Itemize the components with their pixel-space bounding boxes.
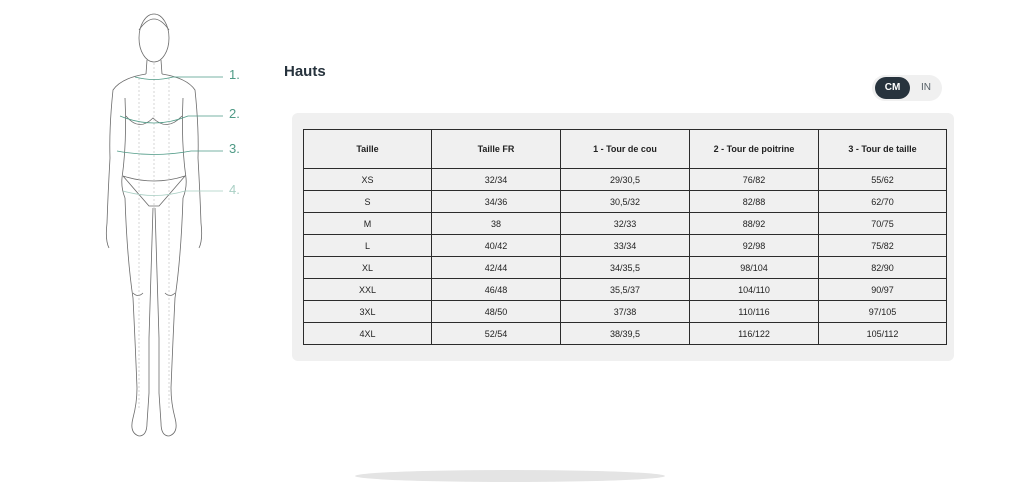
header-tour-de-cou: 1 - Tour de cou [561, 130, 690, 169]
table-cell: 82/90 [819, 257, 947, 279]
table-cell: 40/42 [432, 235, 561, 257]
header-taille: Taille [304, 130, 432, 169]
table-cell: 88/92 [690, 213, 819, 235]
table-row [304, 213, 947, 235]
marker-label-1: 1. [229, 67, 240, 82]
table-cell: 70/75 [819, 213, 947, 235]
table-cell: 116/122 [690, 323, 819, 345]
unit-toggle [872, 75, 942, 101]
table-cell: 4XL [304, 323, 432, 345]
table-cell: L [304, 235, 432, 257]
table-row [304, 257, 947, 279]
table-cell: 35,5/37 [561, 279, 690, 301]
section-title: Hauts [284, 63, 326, 80]
table-row [304, 279, 947, 301]
table-row [304, 323, 947, 345]
table-cell: 3XL [304, 301, 432, 323]
table-cell: 34/35,5 [561, 257, 690, 279]
marker-label-3: 3. [229, 141, 240, 156]
unit-in-button[interactable]: IN [921, 82, 931, 93]
table-cell: 76/82 [690, 169, 819, 191]
table-cell: 110/116 [690, 301, 819, 323]
table-cell: 92/98 [690, 235, 819, 257]
table-cell: XS [304, 169, 432, 191]
table-cell: 33/34 [561, 235, 690, 257]
table-cell: 32/34 [432, 169, 561, 191]
table-cell: 38 [432, 213, 561, 235]
table-row [304, 301, 947, 323]
unit-cm-button[interactable]: CM [875, 77, 910, 99]
table-cell: 37/38 [561, 301, 690, 323]
table-cell: 82/88 [690, 191, 819, 213]
header-tour-de-taille: 3 - Tour de taille [819, 130, 947, 169]
table-cell: 42/44 [432, 257, 561, 279]
size-table [303, 129, 947, 345]
body-measurement-figure [95, 8, 245, 448]
table-row [304, 235, 947, 257]
marker-label-2: 2. [229, 106, 240, 121]
bottom-shadow-decoration [355, 470, 665, 482]
table-cell: 105/112 [819, 323, 947, 345]
table-row [304, 191, 947, 213]
marker-label-4: 4. [229, 182, 240, 197]
table-cell: 52/54 [432, 323, 561, 345]
table-cell: S [304, 191, 432, 213]
table-cell: 55/62 [819, 169, 947, 191]
table-cell: 34/36 [432, 191, 561, 213]
table-cell: 29/30,5 [561, 169, 690, 191]
table-cell: M [304, 213, 432, 235]
header-tour-de-poitrine: 2 - Tour de poitrine [690, 130, 819, 169]
table-cell: 32/33 [561, 213, 690, 235]
table-cell: 30,5/32 [561, 191, 690, 213]
header-taille-fr: Taille FR [432, 130, 561, 169]
table-row [304, 169, 947, 191]
table-cell: 46/48 [432, 279, 561, 301]
body-outline-illustration [95, 8, 245, 448]
table-header-row [304, 130, 947, 169]
table-cell: 97/105 [819, 301, 947, 323]
table-cell: 75/82 [819, 235, 947, 257]
table-cell: XXL [304, 279, 432, 301]
table-cell: 48/50 [432, 301, 561, 323]
table-cell: XL [304, 257, 432, 279]
table-cell: 104/110 [690, 279, 819, 301]
table-cell: 38/39,5 [561, 323, 690, 345]
table-cell: 98/104 [690, 257, 819, 279]
table-cell: 62/70 [819, 191, 947, 213]
size-table-panel [292, 113, 954, 361]
table-cell: 90/97 [819, 279, 947, 301]
